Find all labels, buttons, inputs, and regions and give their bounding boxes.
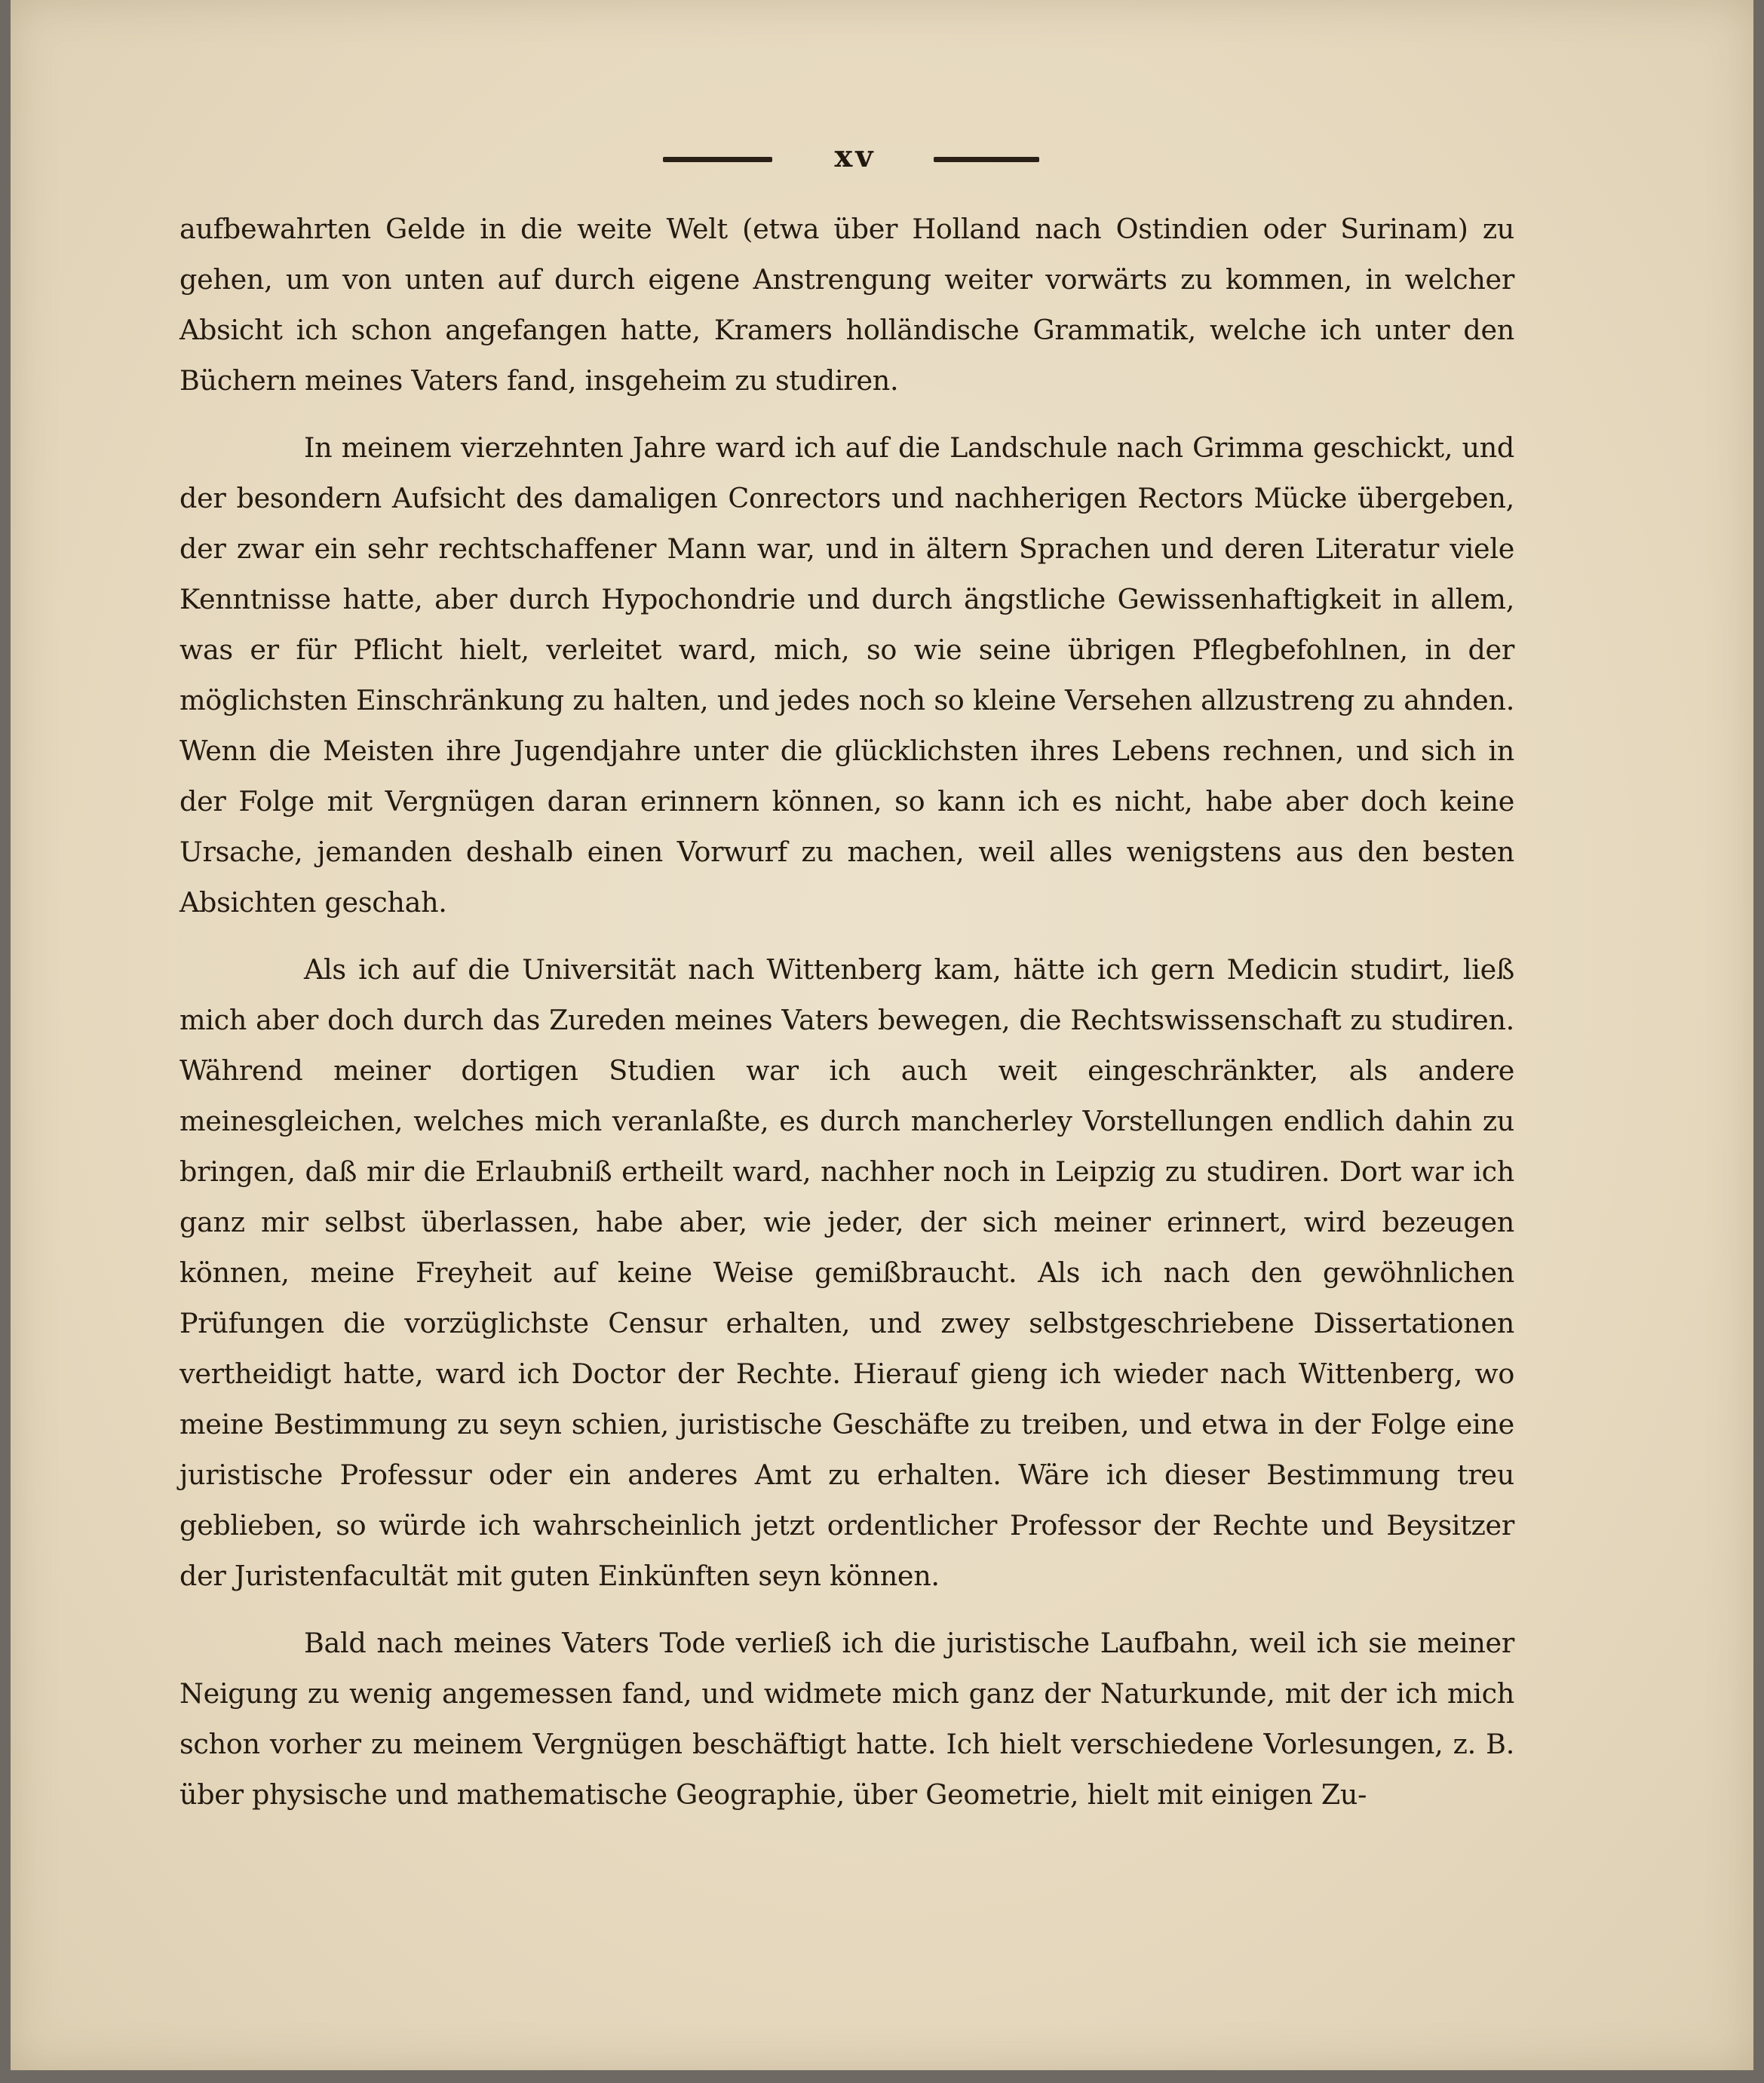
header-rule-right bbox=[934, 157, 1039, 162]
book-page bbox=[11, 0, 1753, 2070]
paragraph-3: Als ich auf die Universität nach Wittenberg kam, hätte ich gern Medicin studirt, ließ mich aber doch durch das Zureden meines Vaters bewegen, die Rechtswissenschaft zu studiren. Während meiner dortigen Studien war ich auch weit eingeschränkter, als andere meinesgleichen, welches mich veranlaßte, es durch mancherley Vorstellungen endlich dahin zu bringen, daß mir die Erlaubniß ertheilt ward, nachher noch in Leipzig zu studiren. Dort war ich ganz mir selbst überlassen, habe aber, wie jeder, der sich meiner erinnert, wird bezeugen können, meine Freyheit auf keine Weise gemißbraucht. Als ich nach den gewöhnlichen Prüfungen die vorzüglichste Censur erhalten, und zwey selbstgeschriebene Dissertationen vertheidigt hatte, ward ich Doctor der Rechte. Hierauf gieng ich wieder nach Wittenberg, wo meine Bestimmung zu seyn schien, juristische Geschäfte zu treiben, und etwa in der Folge eine juristische Professur oder ein anderes Amt zu erhalten. Wäre ich dieser Bestimmung treu geblieben, so würde ich wahrscheinlich jetzt ordentlicher Professor der Rechte und Beysitzer der Juristenfacultät mit guten Einkünften seyn können. bbox=[179, 953, 1514, 1592]
paragraph-2: In meinem vierzehnten Jahre ward ich auf die Landschule nach Grimma geschickt, und der besondern Aufsicht des damaligen Conrectors und nachherigen Rectors Mücke übergeben, der zwar ein sehr rechtschaffener Mann war, und in ältern Sprachen und deren Literatur viele Kenntnisse hatte, aber durch Hypochondrie und durch ängstliche Gewissenhaftigkeit in allem, was er für Pflicht hielt, verleitet ward, mich, so wie seine übrigen Pflegbefohlnen, in der möglichsten Einschränkung zu halten, und jedes noch so kleine Versehen allzustreng zu ahnden. Wenn die Meisten ihre Jugendjahre unter die glücklichsten ihres Lebens rechnen, und sich in der Folge mit Vergnügen daran erinnern können, so kann ich es nicht, habe aber doch keine Ursache, jemanden deshalb einen Vorwurf zu machen, weil alles wenigstens aus den besten Absichten geschah. bbox=[179, 431, 1514, 919]
page-header bbox=[11, 134, 1753, 179]
page-body bbox=[179, 204, 1514, 1820]
paragraph-4: Bald nach meines Vaters Tode verließ ich die juristische Laufbahn, weil ich sie meiner Neigung zu wenig angemessen fand, und widmete mich ganz der Naturkunde, mit der ich mich schon vorher zu meinem Vergnügen beschäftigt hatte. Ich hielt verschiedene Vorlesungen, z. B. über physische und mathematische Geographie, über Geometrie, hielt mit einigen Zu- bbox=[179, 1627, 1514, 1811]
page-number: xv bbox=[834, 139, 876, 174]
header-rule-left bbox=[663, 157, 772, 162]
paragraph-1: aufbewahrten Gelde in die weite Welt (etwa über Holland nach Ostindien oder Surinam) zu gehen, um von unten auf durch eigene Anstrengung weiter vorwärts zu kommen, in welcher Absicht ich schon angefangen hatte, Kramers holländische Grammatik, welche ich unter den Büchern meines Vaters fand, insgeheim zu studiren. bbox=[179, 213, 1514, 397]
